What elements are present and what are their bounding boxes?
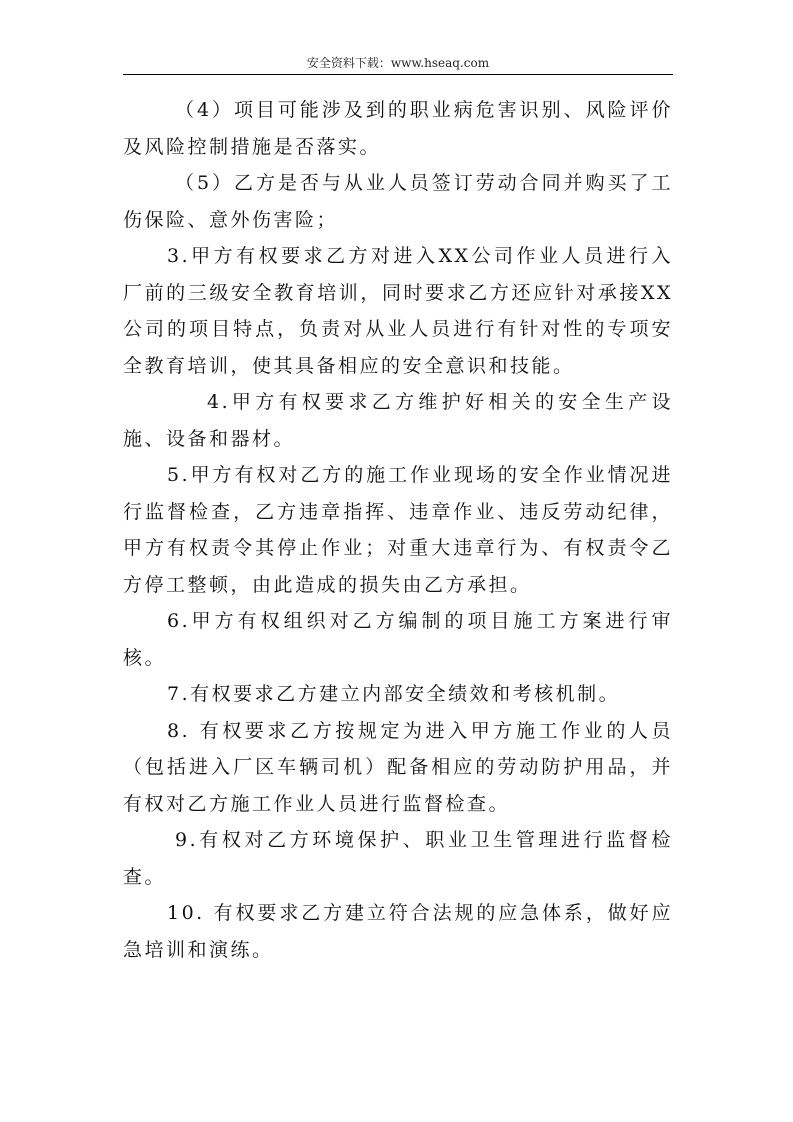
paragraph-clause-8: 8. 有权要求乙方按规定为进入甲方施工作业的人员（包括进入厂区车辆司机）配备相应的劳动防护用品，并有权对乙方施工作业人员进行监督检查。 bbox=[123, 719, 673, 815]
paragraph-clause-10: 10. 有权要求乙方建立符合法规的应急体系，做好应急培训和演练。 bbox=[123, 902, 673, 961]
page-header: 安全资料下载：www.hseaq.com bbox=[306, 56, 490, 70]
paragraph-clause-5: 5.甲方有权对乙方的施工作业现场的安全作业情况进行监督检查，乙方违章指挥、违章作业、违反劳动纪律，甲方有权责令其停止作业；对重大违章行为、有权责令乙方停工整顿，由此造成的损失由乙方承担。 bbox=[123, 464, 673, 596]
header-divider bbox=[123, 74, 673, 75]
paragraph-item-5: （5）乙方是否与从业人员签订劳动合同并购买了工伤保险、意外伤害险； bbox=[123, 172, 673, 231]
paragraph-clause-9: 9.有权对乙方环境保护、职业卫生管理进行监督检查。 bbox=[123, 829, 673, 888]
document-body bbox=[123, 92, 673, 968]
paragraph-item-4: （4）项目可能涉及到的职业病危害识别、风险评价及风险控制措施是否落实。 bbox=[123, 99, 673, 158]
paragraph-clause-7: 7.有权要求乙方建立内部安全绩效和考核机制。 bbox=[167, 683, 621, 705]
paragraph-clause-4: 4.甲方有权要求乙方维护好相关的安全生产设施、设备和器材。 bbox=[123, 391, 673, 450]
paragraph-clause-3: 3.甲方有权要求乙方对进入XX公司作业人员进行入厂前的三级安全教育培训，同时要求乙方还应针对承接XX公司的项目特点，负责对从业人员进行有针对性的专项安全教育培训，使其具备相应的安全意识和技能。 bbox=[123, 245, 673, 377]
paragraph-clause-6: 6.甲方有权组织对乙方编制的项目施工方案进行审核。 bbox=[123, 610, 673, 669]
